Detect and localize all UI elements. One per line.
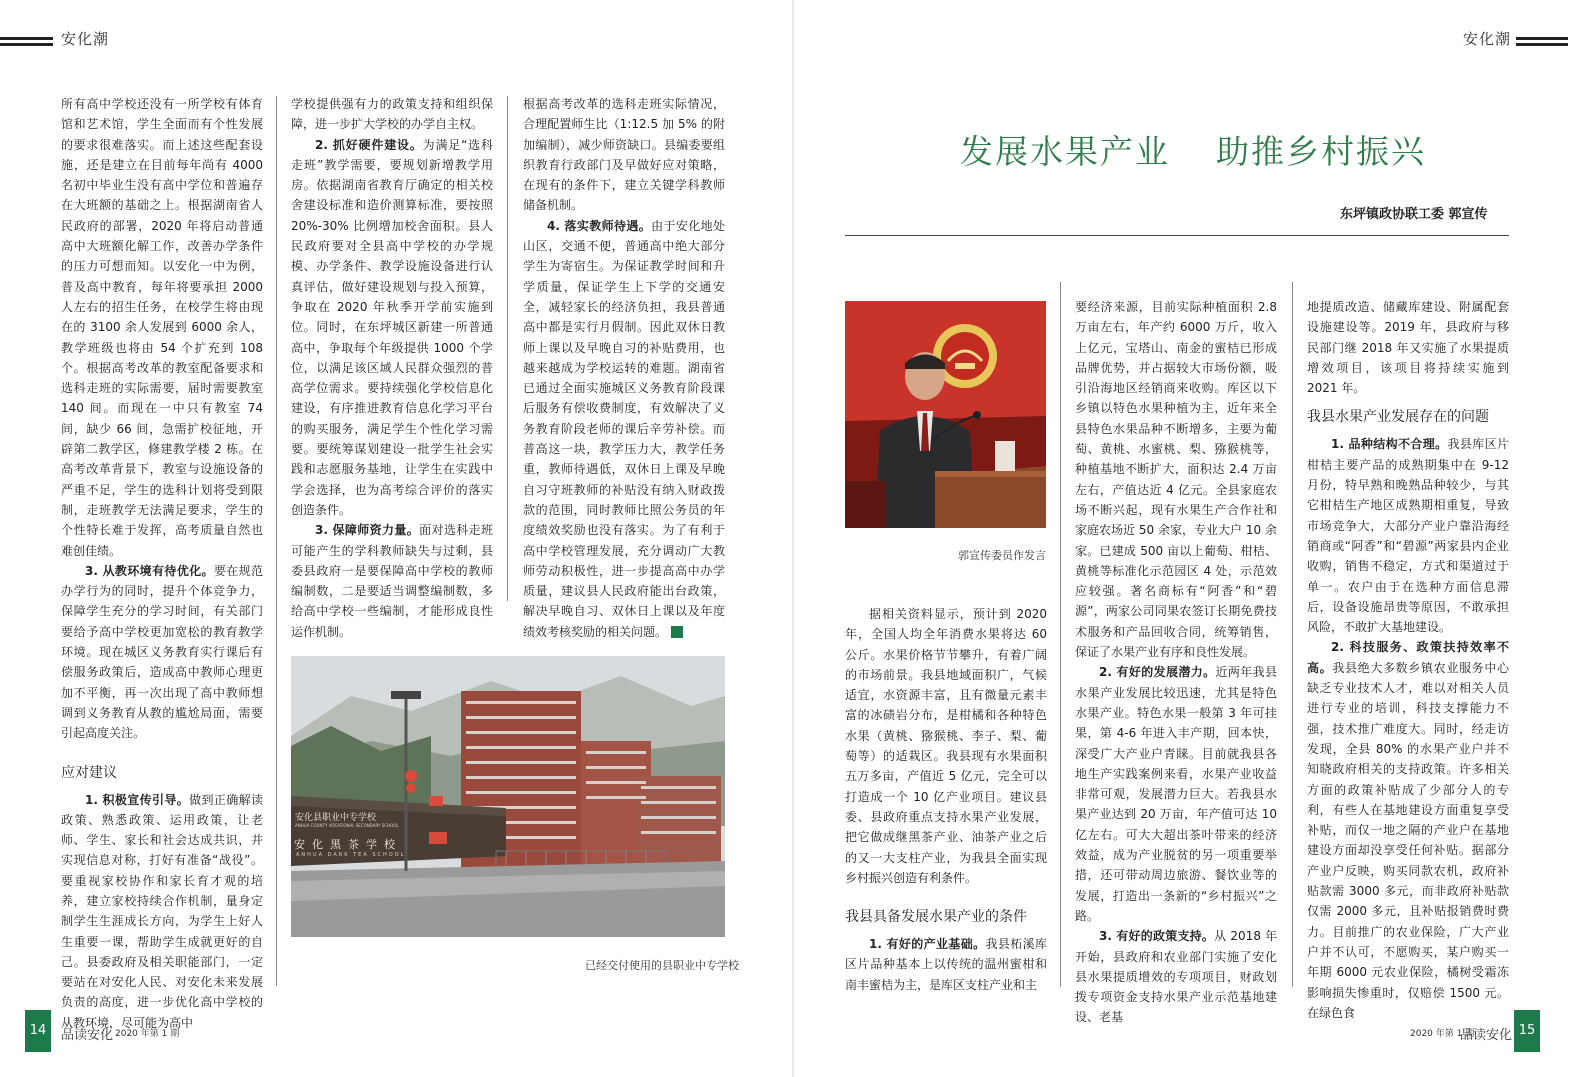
school-photo-caption: 已经交付使用的县职业中专学校 [585,959,739,972]
paragraph [1307,434,1509,637]
right-column-1 [845,604,1047,995]
article-title [960,126,1426,173]
right-footer-mag [1460,1024,1512,1043]
paragraph: 据相关资料显示，预计到 2020 年，全国人均全年消费水果将达 60 公斤。水果价格节节攀升，有着广阔的市场前景。我县地域面积广，气候适宜，水资源丰富，且有微量元素丰富的冰碛岩分布，是柑橘和各种特色水果（黄桃、猕猴桃、李子、梨、葡萄等）的适栽区。我县现有水果面积五万多亩，产值近 5 亿元，完全可以打造成一个 10 亿产业项目。建议县委、县政府重点支持水果产业发展，把它做成继黑茶产业、油茶产业之后的又一大支柱产业，为我县全面实现乡村振兴创造有利条件。 [845,607,1047,885]
paragraph [845,934,1047,995]
paragraph-text: 要在规范办学行为的同时，提升个体竞争力，保障学生充分的学习时间，有关部门要给予高中学校更加宽松的教育教学环境。现在城区义务教育实行课后有偿服务政策后，造成高中教师心理更加不平衡，再一次出现了高中教师想调到义务教育从教的尴尬局面，需要引起高度关注。 [61,563,263,741]
paragraph-heading: 3. 有好的政策支持。 [1099,929,1215,944]
paragraph: 要经济来源，目前实际种植面积 2.8 万亩左右，年产约 6000 万斤，收入上亿元，宝塔山、南金的蜜桔已形成品牌优势，并占据较大市场份额，吸引沿海地区经销商来收购。库区以下乡镇以特色水果种植为主，近年来全县特色水果品种不断增多，主要为葡萄、黄桃、水蜜桃、梨、猕猴桃等，种植基地不断扩大，面积达 2.4 万亩左右，产值达近 4 亿元。全县家庭农场不断兴起，现有水果生产合作社和家庭农场近 50 余家，专业大户 10 余家。已建成 500 亩以上葡萄、柑桔、黄桃等标准化示范园区 4 处，示范效应较强。著名商标有“阿香”和“碧源”，两家公司同果农签订长期免费技术服务和产品回收合同，统筹销售，保证了水果产业有序和良性发展。 [1075,300,1277,660]
left-column-2 [291,94,493,642]
right-page-number: 15 [1514,1010,1540,1052]
right-footer-issue: 2020 年第 1 期 [1410,1029,1475,1039]
paragraph-heading: 2. 抓好硬件建设。 [315,137,423,152]
paragraph-text: 为满足“选科走班”教学需要，要规划新增教学用房。依据湖南省教育厅确定的相关校舍建设标准和造价测算标准，要按照 20%-30% 比例增加校舍面积。县人民政府要对全县高中学校的办学规模、办学条件、教学设施设备进行认真评估，做好建设规划与投入预算，争取在 2020 年秋季开学前实施到位。同时，在东坪城区新建一所普通高中，争取每个年级提供 1000 个学位，以满足该区域人民群众强烈的普高学位需求。要持续强化学校信息化建设，有序推进教育信息化学习平台的购买服务，满足学生个性化学习需要。要统筹谋划建设一批学生社会实践和志愿服务基地，让学生在实践中学会选择，也为高考综合评价的落实创造条件。 [291,137,493,517]
paragraph-heading: 1. 积极宣传引导。 [85,792,190,807]
school-sign2-text: 安化黑茶学校 [294,838,402,851]
speaker-photo-caption: 郭宣传委员作发言 [958,549,1046,562]
header-right-bars [1516,37,1568,46]
paragraph-heading: 3. 保障师资力量。 [315,523,420,538]
column-rule [1060,282,1061,987]
paragraph-text: 面对选科走班可能产生的学科教师缺失与过剩，县委县政府一是要保障高中学校的教师编制数，二是要适当调整编制数，多给高中学校一些编制，才能形成良性运作机制。 [291,523,493,639]
title-rule [845,235,1509,236]
column-rule [276,96,277,986]
school-sign2-english: ANHUA DARK TEA SCHOOL [296,852,406,858]
paragraph-heading: 4. 落实教师待遇。 [547,218,652,233]
left-footer-mag-name: 品读安化 [61,1028,114,1043]
paragraph-text: 做到正确解读政策、熟悉政策、运用政策，让老师、学生、家长和社会达成共识，并实现信息对称，打好有准备“战役”。要重视家校协作和家长育才观的培养，建立家校持续合作机制，量身定制学生生涯成长方向，为学生上好人生重要一课，帮助学生成就更好的自己。县委政府及相关职能部门，一定要站在对安化人民、对安化未来发展负责的高度，进一步优化高中学校的从教环境，尽可能为高中 [61,792,263,1030]
paragraph-text: 我县库区片柑桔主要产品的成熟期集中在 9-12 月份，特早熟和晚熟品种较少，与其它柑桔生产地区成熟期相重复，导致市场竞争大，大部分产业户靠沿海经销商或“阿香”和“碧源”两家县内企业收购，销售不稳定，方式和渠道过于单一。农户由于在选种方面信息滞后，设备设施昂贵等原因，不敢承担风险，不敢扩大基地建设。 [1307,437,1509,635]
left-page-number: 14 [25,1010,51,1052]
left-column-1 [61,94,263,1033]
article-author: 东坪镇政协联工委 郭宣传 [1340,207,1488,222]
speaker-photo [845,301,1046,528]
paragraph-text: 近两年我县水果产业发展比较迅速，尤其是特色水果产业。特色水果一般第 3 年可挂果，第 4-6 年进入丰产期，回本快，深受广大产业户青睐。目前就我县各地生产实践案例来看，水果产业收益非常可观，发展潜力巨大。若我县水果产业达到 20 万亩，年产值可达 10 亿左右。可大大超出茶叶带来的经济效益，成为产业脱贫的另一项重要举措，还可带动周边旅游、餐饮业等的发展，打造出一条新的“乡村振兴”之路。 [1075,665,1277,923]
right-footer-mag-name: 品读安化 [1460,1028,1513,1043]
section-title: 应对建议 [61,764,117,781]
paragraph-text: 我县柘溪库区片品种基本上以传统的温州蜜柑和南丰蜜桔为主，是库区支柱产业和主 [845,937,1047,992]
paragraph [1075,662,1277,926]
column-rule [507,96,508,601]
header-left-bars [0,37,53,46]
article-title-part1: 发展水果产业 [960,132,1170,171]
paragraph [1075,926,1277,1027]
header-left-title: 安化潮 [61,30,110,48]
paragraph-heading: 3. 从教环境有待优化。 [85,563,214,578]
paragraph-heading: 2. 有好的发展潜力。 [1099,665,1216,680]
paragraph [523,216,725,642]
end-mark-icon: A [671,626,683,638]
right-column-3 [1307,297,1509,1023]
paragraph-heading: 1. 有好的产业基础。 [869,937,986,952]
paragraph-text: 从 2018 年开始，县政府和农业部门实施了安化县水果提质增效的专项项目，财政划拨专项资金支持水果产业示范基地建设、老基 [1075,929,1277,1025]
paragraph-heading: 1. 品种结构不合理。 [1331,437,1448,452]
page-gutter [792,0,794,1077]
paragraph-text: 由于安化地处山区，交通不便，普通高中绝大部分学生为寄宿生。为保证教学时间和升学质量，保证学生上下学的交通安全，减轻家长的经济负担，我县普通高中都是实行月假制。因此双休日教师上课以及早晚自习的补贴费用，也越来越成为学校运转的难题。湖南省已通过全面实施城区义务教育阶段课后服务有偿收费制度，有效解决了义务教育阶段老师的课后辛劳补偿。而普高这一块，教学压力大，教学任务重，教师待遇低，双休日上课及早晚自习守班教师的补贴没有纳入财政拨款的范围，同时教师比照公务员的年度绩效奖励也没有落实。为了有利于高中学校管理发展，充分调动广大教师劳动积极性，进一步提高高中办学质量，建议县人民政府能出台政策，解决早晚自习、双休日上课以及年度绩效考核奖励的相关问题。 [523,218,725,639]
article-title-part2: 助推乡村振兴 [1216,132,1426,171]
paragraph: 所有高中学校还没有一所学校有体育馆和艺术馆，学生全面而有个性发展的要求很难落实。而上述这些配套设施，还是建立在目前每年尚有 4000 名初中毕业生没有高中学位和普遍存在大班额的基础之上。根据湖南省人民政府的部署，2020 年将启动普通高中大班额化解工作，改善办学条件的压力可想而知。以安化一中为例，普及高中教育，每年将要承担 2000 人左右的招生任务，在校学生将由现在的 3100 余人发展到 6000 余人，教学班级也将由 54 个扩充到 108 个。根据高考改革的教室配备要求和选科走班的实际需要，届时需要教室 140 间。而现在一中只有教室 74 间，缺少 66 间，急需扩校征地，开辟第二教学区，修建教学楼 2 栋。在高考改革背景下，教室与设施设备的严重不足，学生的选科计划将受到限制，走班教学无法满足要求，学生的个性特长难于发挥，高考质量自然也难创佳绩。 [61,97,263,558]
paragraph [291,520,493,642]
left-column-3 [523,94,725,642]
paragraph [61,561,263,744]
column-rule [1292,282,1293,987]
left-footer-mag [61,1024,113,1043]
school-sign-text: 安化县职业中专学校 [295,813,377,823]
paragraph [1307,637,1509,1023]
section-title: 我县水果产业发展存在的问题 [1307,409,1489,426]
paragraph [291,135,493,521]
paragraph-heading: 2. 科技服务、政策扶持效率不高。 [1307,640,1509,675]
header-right-title: 安化潮 [1463,30,1512,48]
paragraph: 学校提供强有力的政策支持和组织保障，进一步扩大学校的办学自主权。 [291,97,493,132]
paragraph [61,790,263,1034]
right-column-2 [1075,297,1277,1028]
left-footer-issue: 2020 年第 1 期 [115,1029,180,1039]
school-photo [291,656,725,937]
paragraph: 地提质改造、储藏库建设、附属配套设施建设等。2019 年，县政府与移民部门继 2018 年又实施了水果提质增效项目，该项目将持续实施到 2021 年。 [1307,300,1509,396]
section-title: 我县具备发展水果产业的条件 [845,909,1027,926]
paragraph-text: 我县绝大多数乡镇农业服务中心缺乏专业技术人才，难以对相关人员进行专业的培训，科技支撑能力不强，技术推广难度大。同时，经走访发现，全县 80% 的水果产业户并不知晓政府相关的支持政策。许多相关方面的政策补贴成了少部分人的专利，有些人在基地建设方面重复享受补贴，而仅一地之隔的产业户在基地建设方面却没享受任何补贴。据部分产业户反映，购买同款农机，政府补贴款需 3000 多元，而非政府补贴款仅需 2000 多元，且补贴报销费时费力。目前推广的农业保险，广大产业户并不认可，不愿购买，某户购买一年期 6000 元农业保险，橘树受霜冻影响损失惨重时，仅赔偿 1500 元。在绿色食 [1307,660,1509,1020]
paragraph: 根据高考改革的选科走班实际情况，合理配置师生比（1:12.5 加 5% 的附加编制），减少师资缺口。县编委要组织教育行政部门及早做好应对策略，在现有的条件下，建立关键学科教师储备机制。 [523,97,725,213]
school-sign-english: ANHUA COUNTY VOCATIONAL SECONDARY SCHOOL [295,823,399,828]
